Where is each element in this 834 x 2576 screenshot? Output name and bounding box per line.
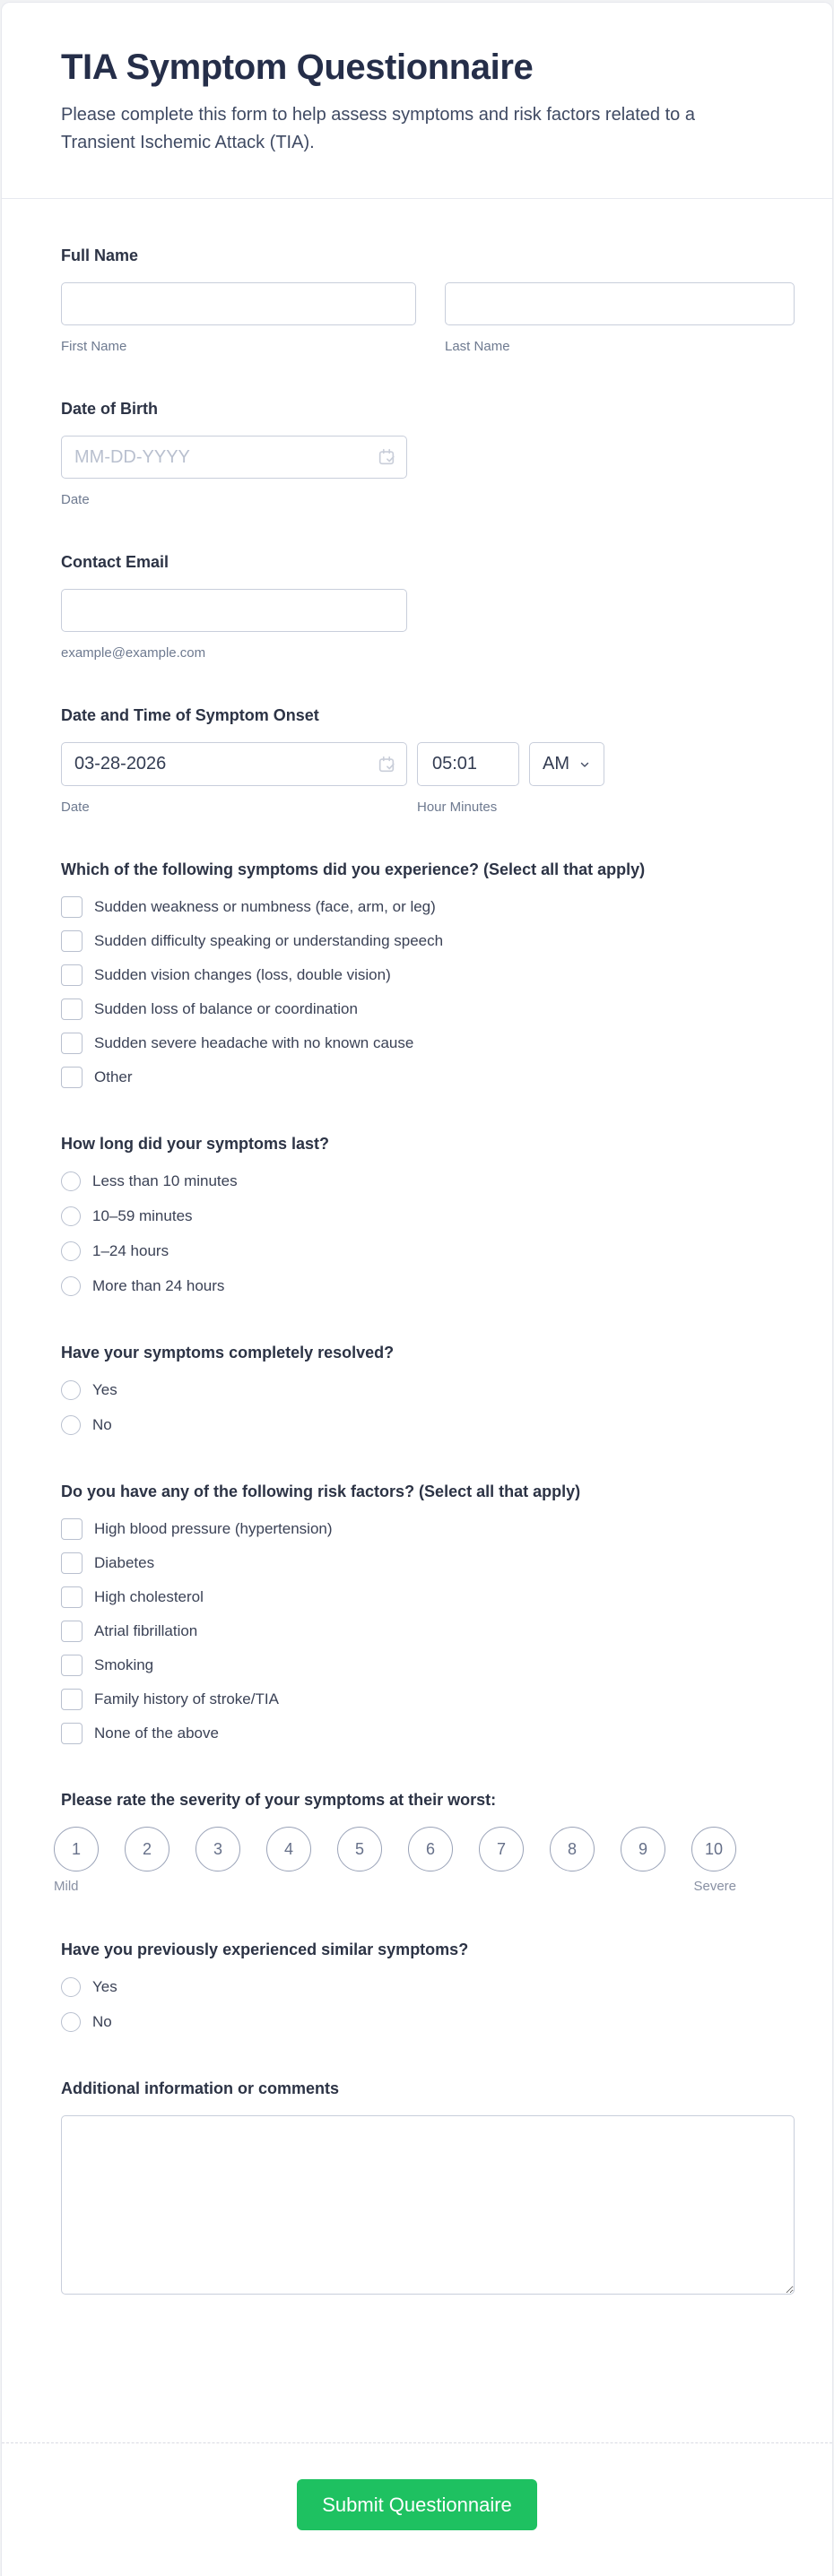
checkbox[interactable]: [61, 930, 83, 952]
severity-scale: [54, 1827, 795, 1871]
checkbox-option-row[interactable]: [61, 1723, 795, 1744]
option-label: Yes: [92, 1978, 117, 1995]
checkbox-option-row[interactable]: [61, 998, 795, 1020]
option-label: Smoking: [94, 1656, 154, 1673]
severity-rating-button[interactable]: 8: [550, 1827, 595, 1871]
option-label: No: [92, 2013, 112, 2030]
question-full-name: [61, 246, 795, 353]
checkbox-option-row[interactable]: [61, 1586, 795, 1608]
option-label: Yes: [92, 1381, 117, 1398]
dob-date-input[interactable]: [61, 436, 407, 479]
onset-date-sublabel: Date: [61, 800, 90, 815]
option-label: More than 24 hours: [92, 1277, 225, 1294]
option-label: High blood pressure (hypertension): [94, 1520, 333, 1537]
question-label: Additional information or comments: [61, 2079, 340, 2097]
checkbox[interactable]: [61, 1689, 83, 1710]
checkbox[interactable]: [61, 1621, 83, 1642]
calendar-icon[interactable]: [375, 753, 398, 776]
radio-button[interactable]: [61, 1380, 81, 1400]
radio-option-row[interactable]: [61, 1206, 795, 1227]
question-duration: [61, 1135, 795, 1297]
option-label: 1–24 hours: [92, 1242, 169, 1259]
question-risk-factors: [61, 1482, 795, 1744]
option-label: High cholesterol: [94, 1588, 204, 1605]
chevron-down-icon: [578, 758, 591, 771]
question-label: Which of the following symptoms did you experience? (Select all that apply): [61, 860, 646, 878]
email-field: [61, 589, 407, 632]
severity-rating-button[interactable]: 7: [479, 1827, 524, 1871]
checkbox[interactable]: [61, 1067, 83, 1088]
question-date-of-birth: [61, 400, 795, 506]
radio-option-row[interactable]: [61, 1414, 795, 1436]
comments-textarea[interactable]: [61, 2115, 795, 2295]
option-label: Less than 10 minutes: [92, 1172, 238, 1189]
checkbox[interactable]: [61, 1655, 83, 1676]
previous-options: [61, 1976, 795, 2033]
last-name-sublabel: Last Name: [445, 339, 510, 354]
symptoms-options: [61, 896, 795, 1088]
radio-button[interactable]: [61, 1977, 81, 1997]
severity-rating-button[interactable]: 5: [337, 1827, 382, 1871]
checkbox[interactable]: [61, 1723, 83, 1744]
checkbox[interactable]: [61, 896, 83, 918]
last-name-field: [445, 282, 795, 353]
dob-sublabel: Date: [61, 492, 90, 507]
question-label: Full Name: [61, 246, 139, 264]
radio-button[interactable]: [61, 1206, 81, 1226]
severity-rating-button[interactable]: 2: [125, 1827, 169, 1871]
option-label: Family history of stroke/TIA: [94, 1690, 279, 1707]
option-label: None of the above: [94, 1725, 219, 1742]
onset-date-input[interactable]: [61, 742, 407, 786]
checkbox-option-row[interactable]: [61, 1067, 795, 1088]
radio-button[interactable]: [61, 1276, 81, 1296]
option-label: Sudden vision changes (loss, double vision): [94, 966, 391, 983]
form-header: [2, 3, 832, 199]
first-name-field: [61, 282, 416, 353]
option-label: Sudden severe headache with no known cause: [94, 1034, 414, 1051]
form-footer: [2, 2442, 832, 2576]
radio-option-row[interactable]: [61, 1171, 795, 1192]
option-label: Sudden difficulty speaking or understanding speech: [94, 932, 444, 949]
option-label: Diabetes: [94, 1554, 155, 1571]
checkbox[interactable]: [61, 1033, 83, 1054]
severity-rating-button[interactable]: 9: [621, 1827, 665, 1871]
question-previous-symptoms: [61, 1941, 795, 2033]
option-label: Atrial fibrillation: [94, 1622, 198, 1639]
form-card: [1, 2, 833, 2576]
severity-rating-button[interactable]: 1: [54, 1827, 99, 1871]
radio-option-row[interactable]: [61, 2011, 795, 2033]
question-label: Have your symptoms completely resolved?: [61, 1344, 395, 1361]
checkbox-option-row[interactable]: [61, 1689, 795, 1710]
checkbox-option-row[interactable]: [61, 1552, 795, 1574]
checkbox-option-row[interactable]: [61, 1518, 795, 1540]
calendar-icon[interactable]: [375, 445, 398, 469]
question-label: Date and Time of Symptom Onset: [61, 706, 319, 724]
question-comments: [61, 2079, 795, 2299]
question-label: Have you previously experienced similar symptoms?: [61, 1941, 469, 1958]
duration-options: [61, 1171, 795, 1297]
severity-rating-button[interactable]: 4: [266, 1827, 311, 1871]
checkbox[interactable]: [61, 964, 83, 986]
severity-rating-button[interactable]: 3: [195, 1827, 240, 1871]
email-input[interactable]: [61, 589, 407, 632]
onset-sublabels: [61, 800, 795, 814]
question-severity: [54, 1791, 795, 1894]
checkbox-option-row[interactable]: [61, 1033, 795, 1054]
option-label: 10–59 minutes: [92, 1207, 193, 1224]
onset-fields-row: [61, 742, 795, 786]
form-title: TIA Symptom Questionnaire: [61, 48, 534, 87]
email-sublabel: example@example.com: [61, 645, 206, 661]
checkbox-option-row[interactable]: [61, 896, 795, 918]
option-label: Sudden weakness or numbness (face, arm, or leg): [94, 898, 436, 915]
question-contact-email: [61, 553, 795, 660]
form-subtitle: Please complete this form to help assess symptoms and risk factors related to a Transient Ischemic Attack (TIA).: [61, 105, 695, 152]
checkbox-option-row[interactable]: [61, 1621, 795, 1642]
question-symptoms: [61, 860, 795, 1088]
radio-option-row[interactable]: [61, 1976, 795, 1998]
onset-time-sublabel: Hour Minutes: [417, 800, 498, 815]
question-label: Contact Email: [61, 553, 169, 571]
severity-min-label: Mild: [54, 1879, 79, 1894]
radio-button[interactable]: [61, 2012, 81, 2032]
dob-field: [61, 436, 407, 479]
checkbox[interactable]: [61, 1518, 83, 1540]
meridiem-value: AM: [543, 754, 569, 774]
option-label: Sudden loss of balance or coordination: [94, 1000, 358, 1017]
submit-button[interactable]: Submit Questionnaire: [297, 2479, 537, 2530]
radio-button[interactable]: [61, 1241, 81, 1261]
onset-time-input[interactable]: [417, 742, 519, 786]
risk-factor-options: [61, 1518, 795, 1744]
severity-rating-button[interactable]: 10: [691, 1827, 736, 1871]
form-body: [2, 199, 832, 2299]
resolved-options: [61, 1379, 795, 1436]
option-label: No: [92, 1416, 112, 1433]
checkbox[interactable]: [61, 1586, 83, 1608]
question-symptom-onset: [61, 706, 795, 814]
question-label: How long did your symptoms last?: [61, 1135, 330, 1153]
radio-option-row[interactable]: [61, 1379, 795, 1401]
checkbox-option-row[interactable]: [61, 930, 795, 952]
first-name-sublabel: First Name: [61, 339, 127, 354]
radio-option-row[interactable]: [61, 1275, 795, 1297]
severity-max-label: Severe: [693, 1879, 736, 1894]
radio-option-row[interactable]: [61, 1240, 795, 1262]
checkbox[interactable]: [61, 1552, 83, 1574]
last-name-input[interactable]: [445, 282, 795, 325]
question-label: Date of Birth: [61, 400, 158, 418]
onset-date-field: [61, 742, 407, 786]
question-label: Please rate the severity of your symptoms at their worst:: [61, 1791, 497, 1809]
checkbox-option-row[interactable]: [61, 964, 795, 986]
question-resolved: [61, 1344, 795, 1436]
question-label: Do you have any of the following risk factors? (Select all that apply): [61, 1482, 581, 1500]
name-fields-row: [61, 282, 795, 353]
option-label: Other: [94, 1068, 133, 1085]
radio-button[interactable]: [61, 1171, 81, 1191]
meridiem-select[interactable]: [529, 742, 604, 786]
severity-rating-button[interactable]: 6: [408, 1827, 453, 1871]
severity-scale-labels: [54, 1879, 736, 1894]
radio-button[interactable]: [61, 1415, 81, 1435]
checkbox[interactable]: [61, 998, 83, 1020]
first-name-input[interactable]: [61, 282, 416, 325]
checkbox-option-row[interactable]: [61, 1655, 795, 1676]
